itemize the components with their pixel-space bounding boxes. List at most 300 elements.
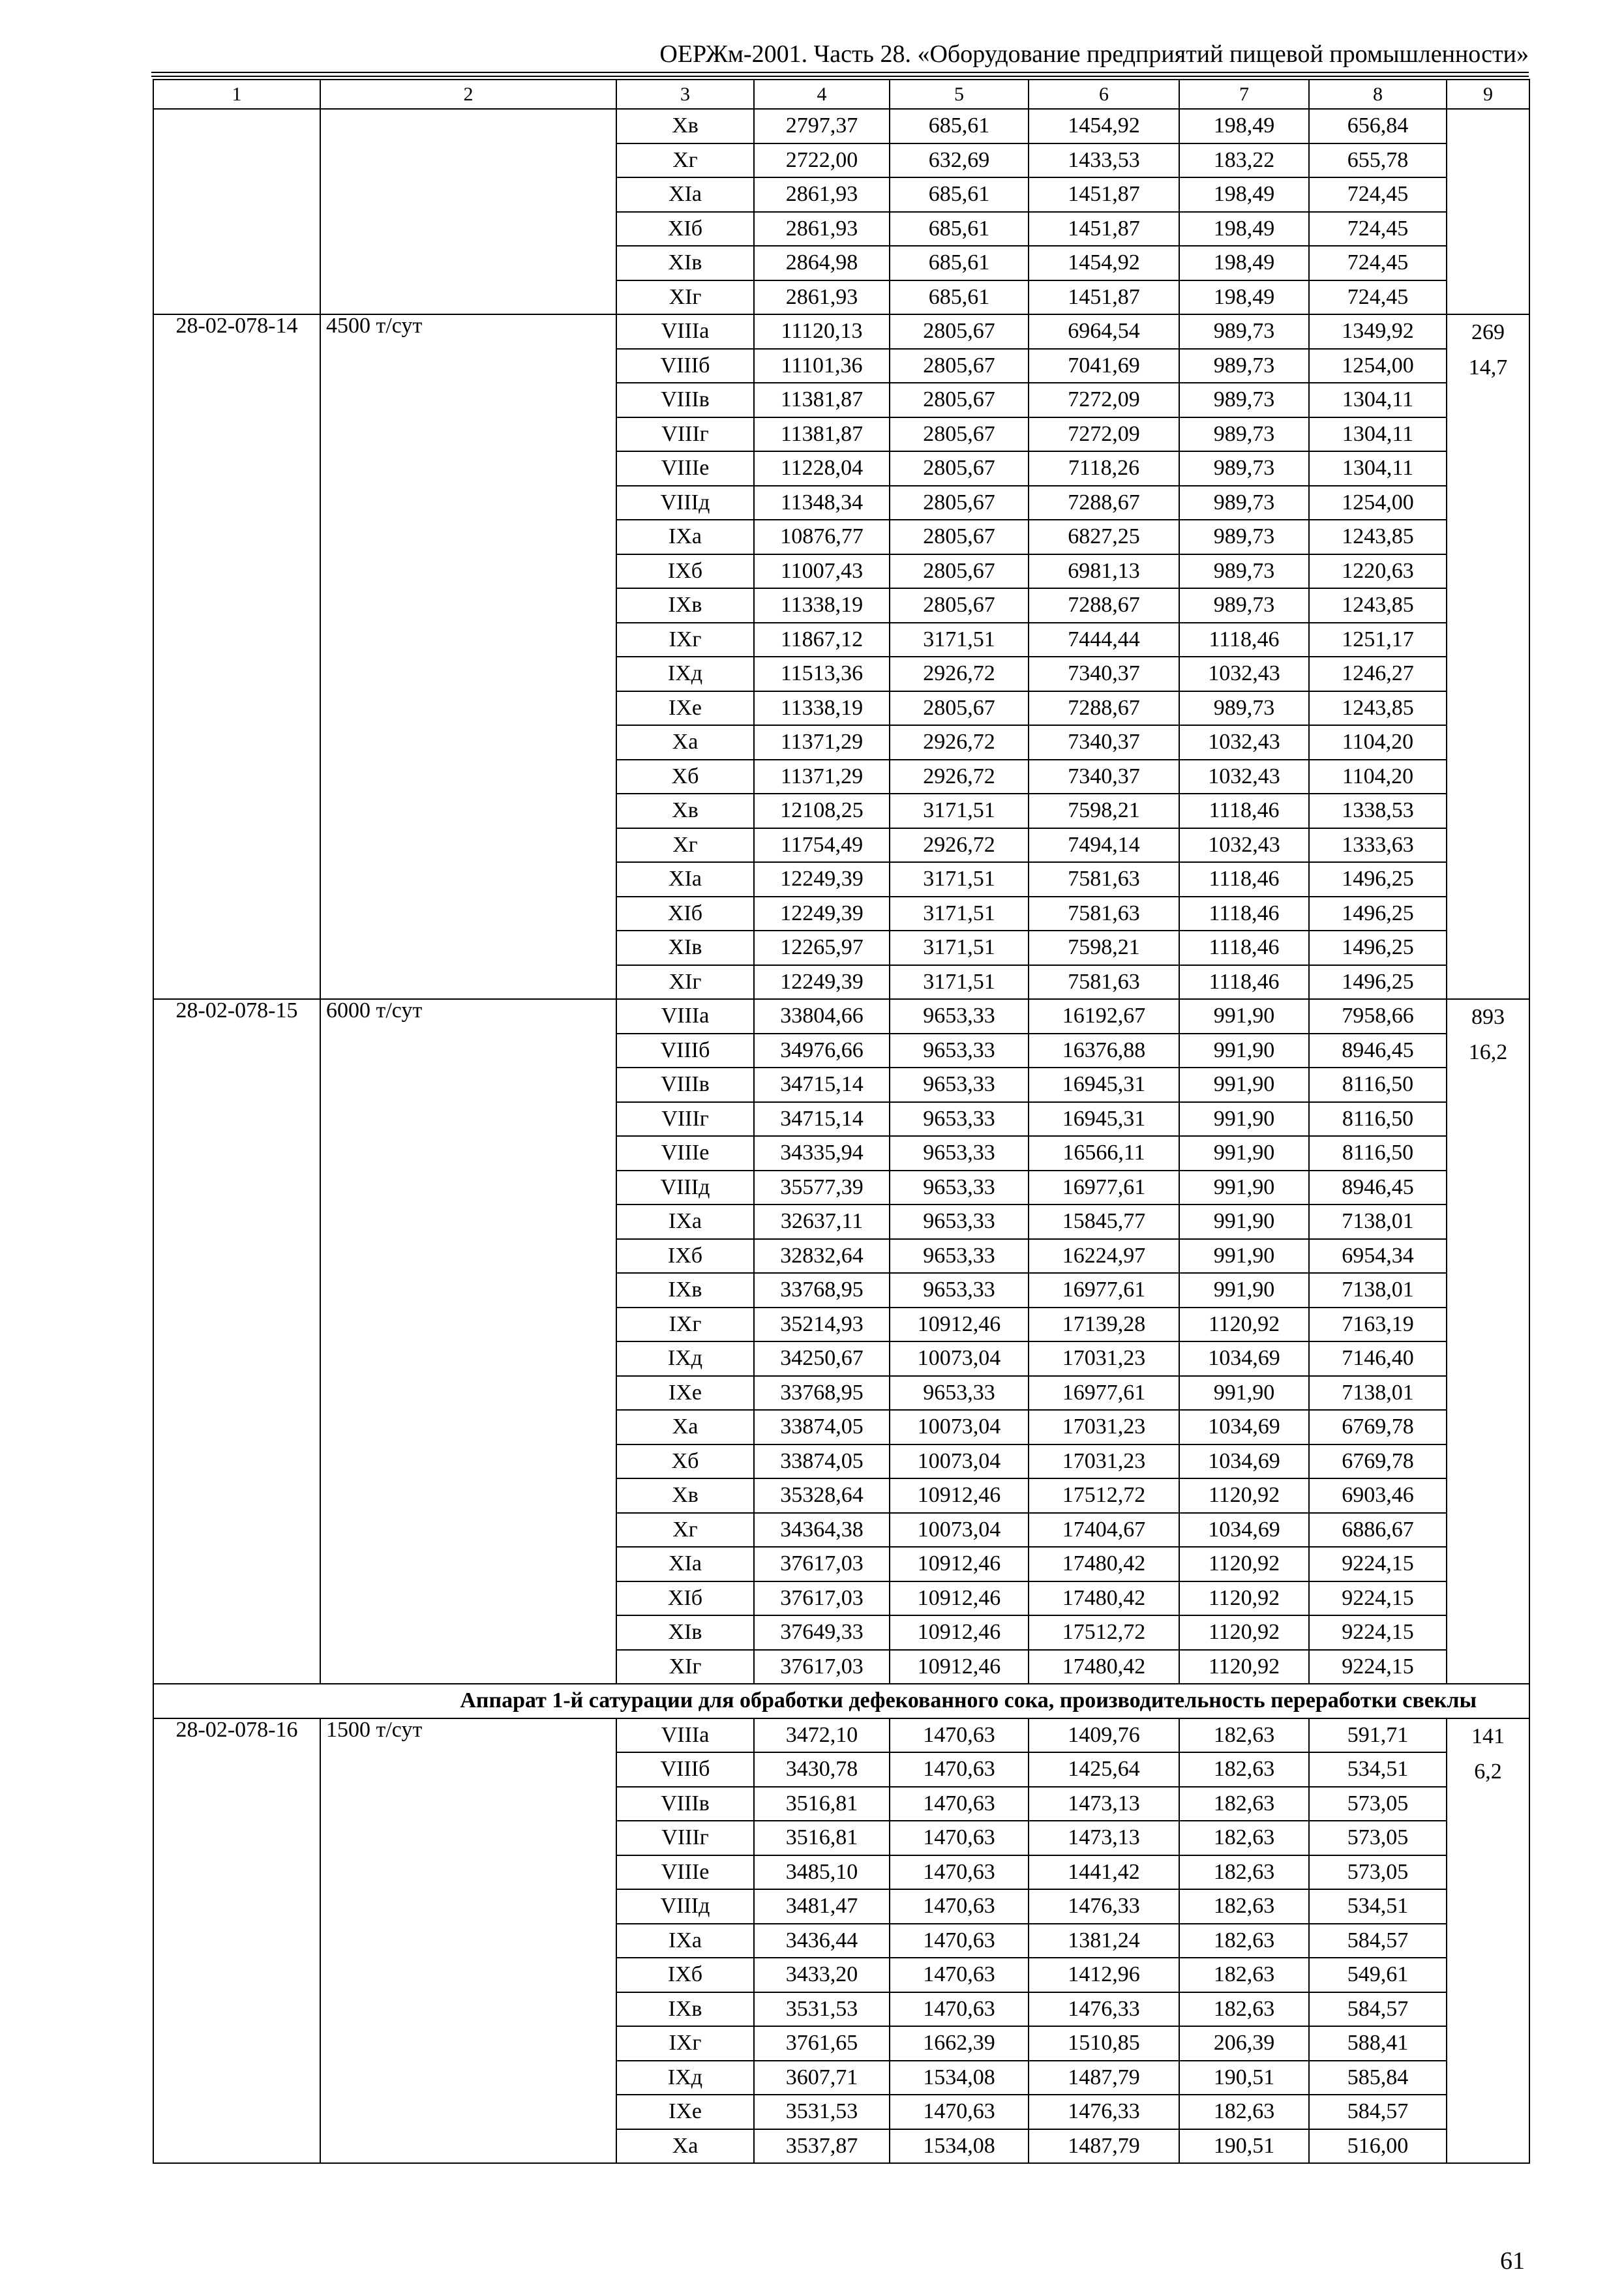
table-cell: 3537,87 xyxy=(754,2129,890,2164)
table-cell: 11348,34 xyxy=(754,486,890,520)
table-cell: 3171,51 xyxy=(890,931,1029,965)
table-cell: 989,73 xyxy=(1179,588,1309,623)
table-cell: 11007,43 xyxy=(754,554,890,589)
table-cell: 991,90 xyxy=(1179,1034,1309,1068)
table-cell: 1220,63 xyxy=(1309,554,1447,589)
table-cell: 182,63 xyxy=(1179,1889,1309,1924)
table-cell: 16945,31 xyxy=(1029,1102,1179,1137)
table-cell: 1470,63 xyxy=(890,1958,1029,1992)
column-header: 5 xyxy=(890,80,1029,109)
table-cell: 7581,63 xyxy=(1029,965,1179,1000)
table-cell: 989,73 xyxy=(1179,383,1309,417)
table-cell: 190,51 xyxy=(1179,2129,1309,2164)
section-row xyxy=(153,1684,1529,1718)
table-cell: 989,73 xyxy=(1179,451,1309,486)
table-cell: 1470,63 xyxy=(890,2095,1029,2129)
table-cell: 1118,46 xyxy=(1179,897,1309,931)
header-rule xyxy=(151,76,1529,77)
table-cell: 1118,46 xyxy=(1179,931,1309,965)
table-cell: 1243,85 xyxy=(1309,691,1447,726)
table-cell: 7288,67 xyxy=(1029,486,1179,520)
table-cell: 17512,72 xyxy=(1029,1615,1179,1650)
table-cell: VIIIд xyxy=(616,1171,754,1205)
table-cell: 655,78 xyxy=(1309,143,1447,178)
header-rule xyxy=(151,72,1529,73)
table-cell: 1425,64 xyxy=(1029,1752,1179,1787)
table-cell: 1251,17 xyxy=(1309,623,1447,657)
table-cell: 1662,39 xyxy=(890,2026,1029,2061)
rate-code: 28-02-078-16 xyxy=(153,1718,320,2164)
table-cell: 1454,92 xyxy=(1029,109,1179,143)
table-cell: 534,51 xyxy=(1309,1889,1447,1924)
column-header: 6 xyxy=(1029,80,1179,109)
table-cell: 3171,51 xyxy=(890,623,1029,657)
table-cell: 183,22 xyxy=(1179,143,1309,178)
table-cell: 2861,93 xyxy=(754,177,890,212)
table-cell: VIIIг xyxy=(616,1821,754,1855)
table-cell: IХа xyxy=(616,1204,754,1239)
table-cell: 573,05 xyxy=(1309,1855,1447,1890)
table-cell: 2805,67 xyxy=(890,314,1029,349)
table-cell: 35214,93 xyxy=(754,1308,890,1342)
table-cell: 2722,00 xyxy=(754,143,890,178)
table-cell: 1243,85 xyxy=(1309,520,1447,554)
table-cell: 1451,87 xyxy=(1029,212,1179,247)
table-cell: 1476,33 xyxy=(1029,1992,1179,2027)
table-cell: 16977,61 xyxy=(1029,1171,1179,1205)
table-cell: 6886,67 xyxy=(1309,1513,1447,1548)
table-cell: 991,90 xyxy=(1179,1068,1309,1102)
table-cell: 17404,67 xyxy=(1029,1513,1179,1548)
table-cell: 16566,11 xyxy=(1029,1136,1179,1171)
table-cell: 198,49 xyxy=(1179,246,1309,280)
table-cell: VIIIа xyxy=(616,1718,754,1753)
table-cell: IХе xyxy=(616,2095,754,2129)
table-cell: 1254,00 xyxy=(1309,349,1447,383)
table-cell: 3171,51 xyxy=(890,965,1029,1000)
table-cell: 1470,63 xyxy=(890,1718,1029,1753)
table-cell: 12249,39 xyxy=(754,862,890,897)
table-row xyxy=(153,314,1529,349)
table-cell: 16945,31 xyxy=(1029,1068,1179,1102)
table-cell: 2861,93 xyxy=(754,280,890,315)
table-cell: 724,45 xyxy=(1309,246,1447,280)
table-cell: 8116,50 xyxy=(1309,1136,1447,1171)
table-cell: IХд xyxy=(616,2061,754,2095)
table-cell: 35577,39 xyxy=(754,1171,890,1205)
table-cell: 1473,13 xyxy=(1029,1787,1179,1821)
table-cell: 6981,13 xyxy=(1029,554,1179,589)
table-cell: 2926,72 xyxy=(890,828,1029,863)
table-cell: 1534,08 xyxy=(890,2129,1029,2164)
table-cell: 991,90 xyxy=(1179,1136,1309,1171)
table-cell: VIIIв xyxy=(616,1787,754,1821)
table-cell: 1104,20 xyxy=(1309,725,1447,760)
table-cell: IХе xyxy=(616,691,754,726)
table-cell: VIIIа xyxy=(616,999,754,1034)
table-cell: 1034,69 xyxy=(1179,1341,1309,1376)
table-cell: 2805,67 xyxy=(890,383,1029,417)
table-cell: 1034,69 xyxy=(1179,1410,1309,1444)
table-cell: 10912,46 xyxy=(890,1650,1029,1684)
table-cell: VIIIб xyxy=(616,1752,754,1787)
table-cell: 534,51 xyxy=(1309,1752,1447,1787)
table-cell: 7272,09 xyxy=(1029,417,1179,452)
table-cell: 7958,66 xyxy=(1309,999,1447,1034)
table-cell: ХIг xyxy=(616,280,754,315)
table-row xyxy=(153,999,1529,1034)
table-cell: 34715,14 xyxy=(754,1102,890,1137)
table-cell: 1496,25 xyxy=(1309,965,1447,1000)
col9-values xyxy=(1447,999,1529,1684)
table-cell: 182,63 xyxy=(1179,1752,1309,1787)
table-cell: 9653,33 xyxy=(890,1136,1029,1171)
rate-name xyxy=(320,109,616,314)
table-cell: 9653,33 xyxy=(890,1376,1029,1411)
table-cell: 34715,14 xyxy=(754,1068,890,1102)
table-cell: 1470,63 xyxy=(890,1889,1029,1924)
table-cell: 1120,92 xyxy=(1179,1478,1309,1513)
table-cell: 11120,13 xyxy=(754,314,890,349)
table-cell: 1496,25 xyxy=(1309,897,1447,931)
table-cell: 3761,65 xyxy=(754,2026,890,2061)
table-cell: 7444,44 xyxy=(1029,623,1179,657)
table-cell: 991,90 xyxy=(1179,1376,1309,1411)
column-header: 1 xyxy=(153,80,320,109)
table-cell: 989,73 xyxy=(1179,417,1309,452)
table-cell: 516,00 xyxy=(1309,2129,1447,2164)
table-cell: Хв xyxy=(616,109,754,143)
table-cell: 724,45 xyxy=(1309,212,1447,247)
table-cell: 989,73 xyxy=(1179,349,1309,383)
table-cell: 1032,43 xyxy=(1179,760,1309,794)
table-cell: 9653,33 xyxy=(890,1239,1029,1274)
table-cell: 11228,04 xyxy=(754,451,890,486)
table-cell: 8946,45 xyxy=(1309,1034,1447,1068)
table-cell: 991,90 xyxy=(1179,1204,1309,1239)
table-cell: VIIIб xyxy=(616,1034,754,1068)
table-cell: 1118,46 xyxy=(1179,623,1309,657)
table-cell: 1304,11 xyxy=(1309,383,1447,417)
table-cell: 7138,01 xyxy=(1309,1376,1447,1411)
table-cell: 9653,33 xyxy=(890,1204,1029,1239)
table-cell: 1338,53 xyxy=(1309,794,1447,828)
table-cell: 7138,01 xyxy=(1309,1273,1447,1308)
table-cell: ХIа xyxy=(616,862,754,897)
table-cell: 2805,67 xyxy=(890,451,1029,486)
table-cell: 3531,53 xyxy=(754,1992,890,2027)
table-cell: 1496,25 xyxy=(1309,862,1447,897)
table-cell: 1120,92 xyxy=(1179,1615,1309,1650)
page-header: ОЕРЖм-2001. Часть 28. «Оборудование предприятий пищевой промышленности» xyxy=(659,40,1529,68)
table-cell: 10073,04 xyxy=(890,1444,1029,1479)
table-cell: 584,57 xyxy=(1309,1924,1447,1958)
column-header: 4 xyxy=(754,80,890,109)
table-cell: 9224,15 xyxy=(1309,1615,1447,1650)
table-cell: 1333,63 xyxy=(1309,828,1447,863)
table-cell: IХд xyxy=(616,1341,754,1376)
table-cell: 2805,67 xyxy=(890,554,1029,589)
table-cell: 991,90 xyxy=(1179,1273,1309,1308)
table-cell: 7598,21 xyxy=(1029,794,1179,828)
table-cell: 1470,63 xyxy=(890,1992,1029,2027)
table-cell: 1381,24 xyxy=(1029,1924,1179,1958)
table-cell: 2864,98 xyxy=(754,246,890,280)
table-cell: 3171,51 xyxy=(890,897,1029,931)
table-cell: IХе xyxy=(616,1376,754,1411)
table-cell: 15845,77 xyxy=(1029,1204,1179,1239)
table-cell: 10912,46 xyxy=(890,1478,1029,1513)
table-cell: 9224,15 xyxy=(1309,1581,1447,1616)
table-cell: 2861,93 xyxy=(754,212,890,247)
col9-value: 16,2 xyxy=(1468,1040,1508,1064)
table-cell: 1487,79 xyxy=(1029,2061,1179,2095)
table-cell: 1349,92 xyxy=(1309,314,1447,349)
table-cell: 1120,92 xyxy=(1179,1308,1309,1342)
table-cell: 685,61 xyxy=(890,177,1029,212)
table-cell: IХв xyxy=(616,588,754,623)
column-header: 7 xyxy=(1179,80,1309,109)
table-cell: 724,45 xyxy=(1309,177,1447,212)
table-cell: 3531,53 xyxy=(754,2095,890,2129)
table-cell: IХб xyxy=(616,554,754,589)
table-cell: IХв xyxy=(616,1273,754,1308)
table-cell: 1243,85 xyxy=(1309,588,1447,623)
table-cell: 573,05 xyxy=(1309,1787,1447,1821)
table-cell: 549,61 xyxy=(1309,1958,1447,1992)
rate-code: 28-02-078-14 xyxy=(153,314,320,999)
table-cell: VIIIв xyxy=(616,383,754,417)
table-cell: 1118,46 xyxy=(1179,794,1309,828)
table-row xyxy=(153,109,1529,143)
table-cell: 585,84 xyxy=(1309,2061,1447,2095)
table-cell: 34976,66 xyxy=(754,1034,890,1068)
table-cell: 37617,03 xyxy=(754,1581,890,1616)
table-cell: 1470,63 xyxy=(890,1855,1029,1890)
table-cell: 198,49 xyxy=(1179,212,1309,247)
table-cell: IХб xyxy=(616,1958,754,1992)
table-cell: VIIIв xyxy=(616,1068,754,1102)
table-cell: 584,57 xyxy=(1309,1992,1447,2027)
table-cell: 11338,19 xyxy=(754,691,890,726)
table-cell: 33804,66 xyxy=(754,999,890,1034)
table-cell: 17139,28 xyxy=(1029,1308,1179,1342)
col9-values xyxy=(1447,109,1529,314)
table-cell: Ха xyxy=(616,725,754,760)
table-cell: 991,90 xyxy=(1179,1239,1309,1274)
table-cell: 17480,42 xyxy=(1029,1650,1179,1684)
table-cell: 16192,67 xyxy=(1029,999,1179,1034)
table-cell: 1476,33 xyxy=(1029,2095,1179,2129)
table-cell: 1246,27 xyxy=(1309,657,1447,691)
table-cell: 37649,33 xyxy=(754,1615,890,1650)
table-cell: 1120,92 xyxy=(1179,1547,1309,1581)
table-cell: 584,57 xyxy=(1309,2095,1447,2129)
table-cell: 3481,47 xyxy=(754,1889,890,1924)
table-cell: 9653,33 xyxy=(890,1068,1029,1102)
table-cell: 7163,19 xyxy=(1309,1308,1447,1342)
table-cell: 1118,46 xyxy=(1179,862,1309,897)
table-cell: 17480,42 xyxy=(1029,1581,1179,1616)
table-cell: 989,73 xyxy=(1179,486,1309,520)
table-cell: 2805,67 xyxy=(890,486,1029,520)
table-cell: 685,61 xyxy=(890,212,1029,247)
table-cell: 7041,69 xyxy=(1029,349,1179,383)
table-cell: 12108,25 xyxy=(754,794,890,828)
table-cell: 7118,26 xyxy=(1029,451,1179,486)
table-cell: 989,73 xyxy=(1179,314,1309,349)
table-cell: 11371,29 xyxy=(754,725,890,760)
table-cell: IХб xyxy=(616,1239,754,1274)
table-cell: 9653,33 xyxy=(890,1102,1029,1137)
col9-value: 269 xyxy=(1471,320,1505,344)
table-cell: 12249,39 xyxy=(754,965,890,1000)
table-cell: Ха xyxy=(616,1410,754,1444)
table-cell: 2926,72 xyxy=(890,760,1029,794)
table-cell: 685,61 xyxy=(890,280,1029,315)
table-cell: 3436,44 xyxy=(754,1924,890,1958)
table-cell: 6964,54 xyxy=(1029,314,1179,349)
table-cell: 7581,63 xyxy=(1029,862,1179,897)
col9-value: 893 xyxy=(1471,1005,1505,1029)
table-cell: 2805,67 xyxy=(890,588,1029,623)
table-cell: 34335,94 xyxy=(754,1136,890,1171)
table-cell: 7288,67 xyxy=(1029,691,1179,726)
table-cell: 1470,63 xyxy=(890,1821,1029,1855)
table-cell: 7598,21 xyxy=(1029,931,1179,965)
table-cell: 6769,78 xyxy=(1309,1410,1447,1444)
table-cell: ХIг xyxy=(616,1650,754,1684)
table-row xyxy=(153,1718,1529,1753)
table-cell: 588,41 xyxy=(1309,2026,1447,2061)
table-cell: 3607,71 xyxy=(754,2061,890,2095)
table-cell: Хб xyxy=(616,760,754,794)
table-cell: 10876,77 xyxy=(754,520,890,554)
table-cell: 1454,92 xyxy=(1029,246,1179,280)
table-cell: 8116,50 xyxy=(1309,1102,1447,1137)
table-cell: 11381,87 xyxy=(754,417,890,452)
table-cell: ХIб xyxy=(616,212,754,247)
table-cell: 1412,96 xyxy=(1029,1958,1179,1992)
table-cell: VIIIе xyxy=(616,451,754,486)
table-cell: 685,61 xyxy=(890,246,1029,280)
table-cell: 6903,46 xyxy=(1309,1478,1447,1513)
table-cell: 1032,43 xyxy=(1179,828,1309,863)
table-cell: 190,51 xyxy=(1179,2061,1309,2095)
table-cell: 1470,63 xyxy=(890,1924,1029,1958)
table-cell: 2805,67 xyxy=(890,349,1029,383)
rate-name: 1500 т/сут xyxy=(320,1718,616,2164)
table-cell: VIIIе xyxy=(616,1855,754,1890)
table-cell: ХIа xyxy=(616,177,754,212)
table-cell: 2805,67 xyxy=(890,417,1029,452)
table-cell: 33874,05 xyxy=(754,1410,890,1444)
table-cell: 1496,25 xyxy=(1309,931,1447,965)
table-cell: ХIб xyxy=(616,897,754,931)
table-cell: Хг xyxy=(616,143,754,178)
table-cell: 182,63 xyxy=(1179,1924,1309,1958)
table-cell: 8946,45 xyxy=(1309,1171,1447,1205)
table-cell: VIIIа xyxy=(616,314,754,349)
table-cell: 2805,67 xyxy=(890,691,1029,726)
table-cell: 182,63 xyxy=(1179,1992,1309,2027)
table-cell: 1118,46 xyxy=(1179,965,1309,1000)
table-cell: 33768,95 xyxy=(754,1376,890,1411)
table-cell: 7138,01 xyxy=(1309,1204,1447,1239)
table-cell: 1104,20 xyxy=(1309,760,1447,794)
table-cell: IХд xyxy=(616,657,754,691)
table-cell: 1487,79 xyxy=(1029,2129,1179,2164)
table-cell: 7288,67 xyxy=(1029,588,1179,623)
table-cell: 16977,61 xyxy=(1029,1376,1179,1411)
table-cell: 10073,04 xyxy=(890,1513,1029,1548)
table-cell: 991,90 xyxy=(1179,1171,1309,1205)
table-cell: 6769,78 xyxy=(1309,1444,1447,1479)
table-cell: Ха xyxy=(616,2129,754,2164)
table-cell: 3171,51 xyxy=(890,794,1029,828)
section-title: Аппарат 1-й сатурации для обработки дефекованного сока, производительность переработки свеклы xyxy=(153,1684,1529,1718)
table-cell: 11867,12 xyxy=(754,623,890,657)
table-cell: 9653,33 xyxy=(890,1034,1029,1068)
table-cell: 1510,85 xyxy=(1029,2026,1179,2061)
table-cell: 3430,78 xyxy=(754,1752,890,1787)
table-cell: 2797,37 xyxy=(754,109,890,143)
table-cell: ХIв xyxy=(616,931,754,965)
table-cell: 17031,23 xyxy=(1029,1444,1179,1479)
table-cell: 11338,19 xyxy=(754,588,890,623)
table-cell: 1120,92 xyxy=(1179,1581,1309,1616)
table-cell: ХIа xyxy=(616,1547,754,1581)
table-cell: 991,90 xyxy=(1179,1102,1309,1137)
table-cell: VIIIг xyxy=(616,417,754,452)
table-cell: Хг xyxy=(616,828,754,863)
col9-value: 14,7 xyxy=(1468,355,1508,380)
table-cell: 11754,49 xyxy=(754,828,890,863)
table-cell: 1476,33 xyxy=(1029,1889,1179,1924)
table-cell: 11371,29 xyxy=(754,760,890,794)
table-cell: 33874,05 xyxy=(754,1444,890,1479)
table-cell: VIIIг xyxy=(616,1102,754,1137)
table-cell: 2926,72 xyxy=(890,657,1029,691)
table-cell: 989,73 xyxy=(1179,691,1309,726)
table-cell: 1254,00 xyxy=(1309,486,1447,520)
rate-code xyxy=(153,109,320,314)
table-cell: 198,49 xyxy=(1179,280,1309,315)
table-cell: Хб xyxy=(616,1444,754,1479)
table-cell: 10912,46 xyxy=(890,1581,1029,1616)
table-cell: 182,63 xyxy=(1179,1821,1309,1855)
table-cell: 1473,13 xyxy=(1029,1821,1179,1855)
table-cell: 10912,46 xyxy=(890,1615,1029,1650)
table-cell: 182,63 xyxy=(1179,1855,1309,1890)
table-cell: 656,84 xyxy=(1309,109,1447,143)
table-cell: 37617,03 xyxy=(754,1650,890,1684)
table-cell: 2926,72 xyxy=(890,725,1029,760)
table-cell: IХа xyxy=(616,1924,754,1958)
table-cell: ХIв xyxy=(616,1615,754,1650)
table-cell: 17031,23 xyxy=(1029,1410,1179,1444)
table-cell: 17480,42 xyxy=(1029,1547,1179,1581)
table-cell: ХIв xyxy=(616,246,754,280)
table-cell: 989,73 xyxy=(1179,520,1309,554)
table-cell: 10912,46 xyxy=(890,1547,1029,1581)
table-cell: 7340,37 xyxy=(1029,760,1179,794)
table-cell: 6954,34 xyxy=(1309,1239,1447,1274)
table-cell: 10073,04 xyxy=(890,1341,1029,1376)
column-header-row xyxy=(153,80,1529,109)
table-cell: 1470,63 xyxy=(890,1752,1029,1787)
table-cell: 9653,33 xyxy=(890,999,1029,1034)
